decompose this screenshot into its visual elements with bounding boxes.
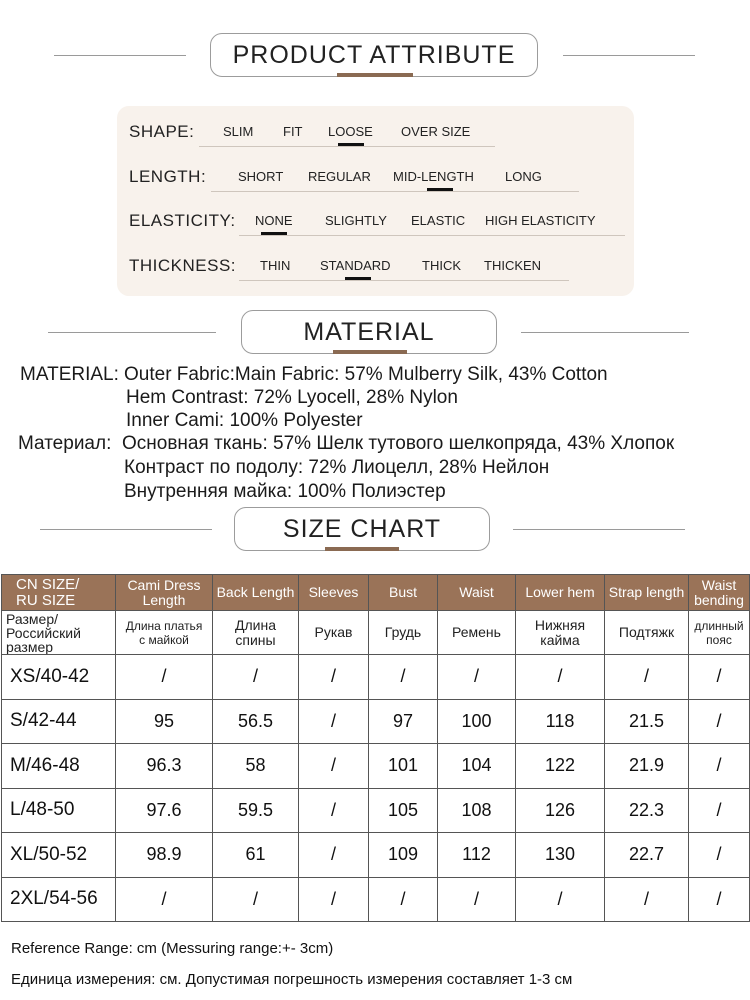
size-cell: M/46-48 [2, 744, 116, 789]
attribute-option: REGULAR [308, 169, 371, 184]
measurement-cell: / [689, 744, 750, 789]
measurement-cell: 101 [369, 744, 438, 789]
attribute-option: OVER SIZE [401, 124, 471, 139]
attribute-option-selected: MID-LENGTH [393, 169, 474, 184]
size-chart-header [0, 507, 750, 553]
measurement-cell: / [213, 655, 299, 700]
attribute-row-length [127, 165, 627, 193]
selected-marker [427, 188, 453, 191]
attribute-option: ELASTIC [411, 213, 466, 228]
table-row [2, 833, 750, 878]
title-underline [333, 350, 407, 354]
attribute-option-selected: STANDARD [320, 258, 391, 273]
measurement-cell: / [689, 655, 750, 700]
measurement-cell: / [299, 699, 369, 744]
measurement-cell: 56.5 [213, 699, 299, 744]
attribute-option: LONG [505, 169, 542, 184]
column-header-en: CN SIZE/ RU SIZE [2, 575, 116, 611]
column-header-en: Strap length [605, 575, 689, 611]
attribute-option-selected: NONE [255, 213, 293, 228]
section-title: MATERIAL [241, 310, 497, 354]
material-line: Inner Cami: 100% Polyester [126, 410, 363, 431]
measurement-cell: 97.6 [116, 788, 213, 833]
attribute-option: SLIGHTLY [325, 213, 387, 228]
measurement-cell: 58 [213, 744, 299, 789]
column-header-ru: Длина платья с майкой [116, 611, 213, 655]
attribute-row-thickness [127, 254, 627, 282]
column-header-en: Cami Dress Length [116, 575, 213, 611]
size-cell: 2XL/54-56 [2, 877, 116, 922]
selected-marker [261, 232, 287, 235]
header-rule-left [54, 55, 186, 56]
measurement-cell: 98.9 [116, 833, 213, 878]
header-rule-left [48, 332, 216, 333]
attribute-row-elasticity [127, 209, 627, 237]
table-row [2, 655, 750, 700]
column-header-ru: длинный пояс [689, 611, 750, 655]
column-header-ru: Ремень [438, 611, 516, 655]
measurement-cell: 59.5 [213, 788, 299, 833]
measurement-cell: 100 [438, 699, 516, 744]
measurement-cell: 126 [516, 788, 605, 833]
attribute-panel [117, 106, 634, 296]
column-header-en: Waist [438, 575, 516, 611]
measurement-cell: / [213, 877, 299, 922]
title-underline [337, 73, 413, 77]
material-line: Основная ткань: 57% Шелк тутового шелкопряда, 43% Хлопок [122, 433, 675, 454]
attribute-option: HIGH ELASTICITY [485, 213, 596, 228]
column-header-en: Sleeves [299, 575, 369, 611]
reference-note-ru: Единица измерения: см. Допустимая погрешность измерения составляет 1-3 см [11, 971, 573, 988]
column-header-en: Lower hem [516, 575, 605, 611]
column-header-ru: Подтяжк [605, 611, 689, 655]
measurement-cell: / [689, 788, 750, 833]
column-header-en: Back Length [213, 575, 299, 611]
measurement-cell: 105 [369, 788, 438, 833]
attribute-rule [239, 235, 625, 236]
attribute-label: LENGTH: [129, 167, 207, 186]
measurement-cell: / [516, 655, 605, 700]
attribute-option: SHORT [238, 169, 284, 184]
size-chart-table [1, 574, 750, 922]
attribute-option-selected: LOOSE [328, 124, 373, 139]
header-rule-right [563, 55, 695, 56]
measurement-cell: / [689, 877, 750, 922]
table-row [2, 788, 750, 833]
measurement-cell: 130 [516, 833, 605, 878]
attribute-option: THICKEN [484, 258, 542, 273]
measurement-cell: / [369, 655, 438, 700]
selected-marker [338, 143, 364, 146]
title-underline [325, 547, 399, 551]
measurement-cell: / [299, 788, 369, 833]
table-body [2, 655, 750, 922]
material-line: Контраст по подолу: 72% Лиоцелл, 28% Нейлон [124, 457, 550, 478]
measurement-cell: 118 [516, 699, 605, 744]
attribute-option: FIT [283, 124, 303, 139]
measurement-cell: 95 [116, 699, 213, 744]
table-row [2, 744, 750, 789]
measurement-cell: / [516, 877, 605, 922]
material-header [0, 310, 750, 356]
material-line: Внутренняя майка: 100% Полиэстер [124, 481, 446, 502]
measurement-cell: 21.9 [605, 744, 689, 789]
table-header-ru [2, 611, 750, 655]
measurement-cell: / [116, 877, 213, 922]
size-cell: XS/40-42 [2, 655, 116, 700]
measurement-cell: 109 [369, 833, 438, 878]
column-header-ru: Размер/ Российский размер [2, 611, 116, 655]
reference-note-en: Reference Range: cm (Messuring range:+- 3cm) [11, 940, 334, 957]
column-header-en: Bust [369, 575, 438, 611]
measurement-cell: 112 [438, 833, 516, 878]
attribute-rule [199, 146, 495, 147]
measurement-cell: / [689, 699, 750, 744]
measurement-cell: 96.3 [116, 744, 213, 789]
measurement-cell: / [605, 655, 689, 700]
size-cell: L/48-50 [2, 788, 116, 833]
column-header-ru: Нижняя кайма [516, 611, 605, 655]
section-title: SIZE CHART [234, 507, 490, 551]
measurement-cell: / [438, 655, 516, 700]
header-rule-right [513, 529, 685, 530]
product-attribute-header [0, 33, 750, 79]
material-label-en: MATERIAL: [20, 364, 119, 385]
measurement-cell: / [438, 877, 516, 922]
measurement-cell: / [689, 833, 750, 878]
column-header-ru: Рукав [299, 611, 369, 655]
size-cell: S/42-44 [2, 699, 116, 744]
attribute-label: ELASTICITY: [129, 211, 236, 230]
attribute-option: THICK [422, 258, 461, 273]
section-title: PRODUCT ATTRIBUTE [210, 33, 538, 77]
measurement-cell: 108 [438, 788, 516, 833]
measurement-cell: / [299, 744, 369, 789]
measurement-cell: / [299, 655, 369, 700]
measurement-cell: 122 [516, 744, 605, 789]
measurement-cell: 97 [369, 699, 438, 744]
attribute-rule [239, 280, 569, 281]
attribute-label: THICKNESS: [129, 256, 237, 275]
measurement-cell: 61 [213, 833, 299, 878]
measurement-cell: 21.5 [605, 699, 689, 744]
attribute-option: THIN [260, 258, 291, 273]
attribute-label: SHAPE: [129, 122, 195, 141]
size-cell: XL/50-52 [2, 833, 116, 878]
attribute-option: SLIM [223, 124, 254, 139]
measurement-cell: / [299, 833, 369, 878]
measurement-cell: / [116, 655, 213, 700]
material-label-ru: Материал: [18, 433, 112, 454]
material-line: Hem Contrast: 72% Lyocell, 28% Nylon [126, 387, 458, 408]
measurement-cell: / [369, 877, 438, 922]
header-rule-right [521, 332, 689, 333]
measurement-cell: 22.7 [605, 833, 689, 878]
measurement-cell: 104 [438, 744, 516, 789]
column-header-ru: Грудь [369, 611, 438, 655]
table-row [2, 699, 750, 744]
material-line: Outer Fabric:Main Fabric: 57% Mulberry Silk, 43% Cotton [124, 364, 608, 385]
column-header-en: Waist bending [689, 575, 750, 611]
selected-marker [345, 277, 371, 280]
column-header-ru: Длина спины [213, 611, 299, 655]
measurement-cell: / [299, 877, 369, 922]
measurement-cell: 22.3 [605, 788, 689, 833]
attribute-rule [211, 191, 579, 192]
attribute-row-shape [127, 120, 627, 148]
table-row [2, 877, 750, 922]
measurement-cell: / [605, 877, 689, 922]
header-rule-left [40, 529, 212, 530]
table-header-en [2, 575, 750, 611]
